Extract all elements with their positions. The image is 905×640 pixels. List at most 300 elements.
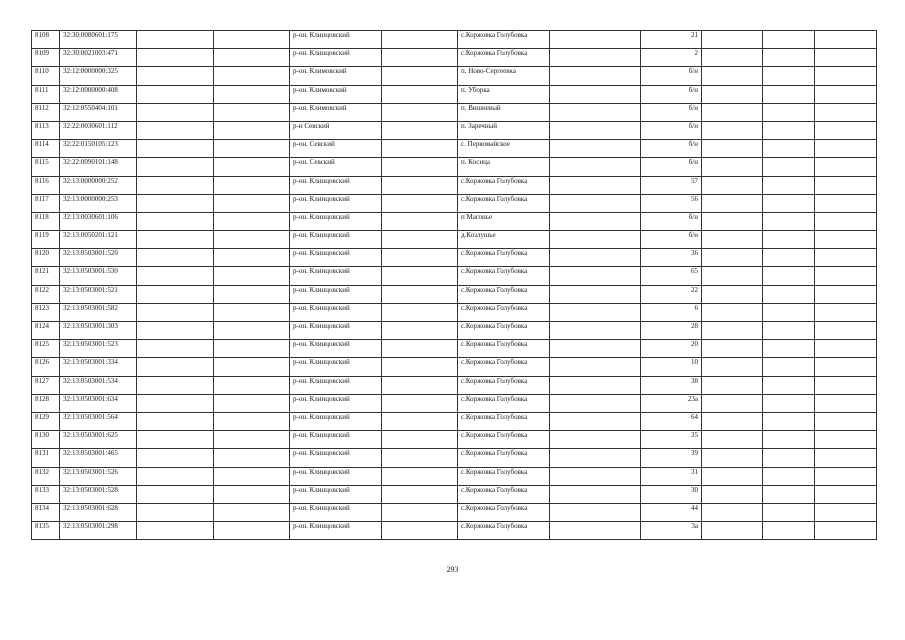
empty-cell-cell bbox=[550, 485, 641, 503]
empty-cell-cell bbox=[702, 449, 763, 467]
empty-cell-cell bbox=[702, 212, 763, 230]
table-row bbox=[32, 522, 877, 540]
cadastral-number-cell: 32:13:0503001:520 bbox=[60, 249, 137, 267]
row-number-cell: 8114 bbox=[32, 140, 60, 158]
empty-cell-cell bbox=[815, 140, 877, 158]
house-number-cell: 21 bbox=[641, 31, 702, 49]
locality-cell: с.Коржовка Голубовка bbox=[458, 285, 550, 303]
table-row bbox=[32, 303, 877, 321]
cadastral-number-cell: 32:12:0000000:325 bbox=[60, 67, 137, 85]
table-row bbox=[32, 358, 877, 376]
empty-cell-cell bbox=[763, 449, 815, 467]
empty-cell-cell bbox=[763, 322, 815, 340]
table-row bbox=[32, 412, 877, 430]
empty-cell-cell bbox=[382, 303, 458, 321]
district-cell: р-он. Клинцовский bbox=[290, 322, 382, 340]
house-number-cell: б/н bbox=[641, 158, 702, 176]
empty-cell-cell bbox=[137, 485, 214, 503]
empty-cell-cell bbox=[137, 285, 214, 303]
locality-cell: с.Коржовка Голубовка bbox=[458, 522, 550, 540]
empty-cell-cell bbox=[550, 85, 641, 103]
locality-cell: с.Коржовка Голубовка bbox=[458, 376, 550, 394]
empty-cell-cell bbox=[702, 140, 763, 158]
empty-cell-cell bbox=[550, 467, 641, 485]
empty-cell-cell bbox=[382, 212, 458, 230]
locality-cell: п. Вишневый bbox=[458, 103, 550, 121]
table-row bbox=[32, 376, 877, 394]
empty-cell-cell bbox=[137, 49, 214, 67]
house-number-cell: 39 bbox=[641, 449, 702, 467]
table-row bbox=[32, 231, 877, 249]
row-number-cell: 8115 bbox=[32, 158, 60, 176]
table-row bbox=[32, 67, 877, 85]
empty-cell-cell bbox=[550, 249, 641, 267]
table-row bbox=[32, 322, 877, 340]
empty-cell-cell bbox=[763, 158, 815, 176]
house-number-cell: 36 bbox=[641, 249, 702, 267]
empty-cell-cell bbox=[382, 85, 458, 103]
locality-cell: с.Коржовка Голубовка bbox=[458, 303, 550, 321]
page-number: 293 bbox=[446, 565, 459, 574]
empty-cell-cell bbox=[702, 431, 763, 449]
district-cell: р-н Севский bbox=[290, 121, 382, 139]
house-number-cell: 64 bbox=[641, 412, 702, 430]
empty-cell-cell bbox=[702, 249, 763, 267]
empty-cell-cell bbox=[702, 394, 763, 412]
locality-cell: с.Коржовка Голубовка bbox=[458, 267, 550, 285]
empty-cell-cell bbox=[815, 31, 877, 49]
district-cell: р-он. Клинцовский bbox=[290, 176, 382, 194]
district-cell: р-он. Климовский bbox=[290, 85, 382, 103]
empty-cell-cell bbox=[550, 376, 641, 394]
empty-cell-cell bbox=[550, 212, 641, 230]
empty-cell-cell bbox=[550, 121, 641, 139]
house-number-cell: 22 bbox=[641, 285, 702, 303]
table-row bbox=[32, 467, 877, 485]
empty-cell-cell bbox=[815, 412, 877, 430]
locality-cell: с.Коржовка Голубовка bbox=[458, 194, 550, 212]
row-number-cell: 8135 bbox=[32, 522, 60, 540]
district-cell: р-он. Клинцовский bbox=[290, 412, 382, 430]
table-row bbox=[32, 121, 877, 139]
empty-cell-cell bbox=[137, 394, 214, 412]
empty-cell-cell bbox=[137, 231, 214, 249]
empty-cell-cell bbox=[702, 67, 763, 85]
empty-cell-cell bbox=[815, 49, 877, 67]
register-table-body bbox=[32, 31, 877, 540]
empty-cell-cell bbox=[137, 212, 214, 230]
house-number-cell: 28 bbox=[641, 322, 702, 340]
district-cell: р-он. Клинцовский bbox=[290, 303, 382, 321]
empty-cell-cell bbox=[702, 194, 763, 212]
empty-cell-cell bbox=[550, 503, 641, 521]
empty-cell-cell bbox=[214, 249, 290, 267]
empty-cell-cell bbox=[137, 503, 214, 521]
empty-cell-cell bbox=[214, 103, 290, 121]
empty-cell-cell bbox=[763, 212, 815, 230]
district-cell: р-он. Клинцовский bbox=[290, 503, 382, 521]
locality-cell: п Магонье bbox=[458, 212, 550, 230]
empty-cell-cell bbox=[763, 522, 815, 540]
empty-cell-cell bbox=[702, 285, 763, 303]
empty-cell-cell bbox=[815, 340, 877, 358]
house-number-cell: 2 bbox=[641, 49, 702, 67]
row-number-cell: 8120 bbox=[32, 249, 60, 267]
locality-cell: с.Коржовка Голубовка bbox=[458, 31, 550, 49]
house-number-cell: 35 bbox=[641, 431, 702, 449]
cadastral-number-cell: 32:12:0000000:408 bbox=[60, 85, 137, 103]
empty-cell-cell bbox=[382, 67, 458, 85]
empty-cell-cell bbox=[214, 31, 290, 49]
empty-cell-cell bbox=[382, 31, 458, 49]
empty-cell-cell bbox=[702, 412, 763, 430]
empty-cell-cell bbox=[815, 394, 877, 412]
table-row bbox=[32, 503, 877, 521]
empty-cell-cell bbox=[763, 485, 815, 503]
empty-cell-cell bbox=[137, 322, 214, 340]
row-number-cell: 8108 bbox=[32, 31, 60, 49]
empty-cell-cell bbox=[382, 103, 458, 121]
table-row bbox=[32, 285, 877, 303]
empty-cell-cell bbox=[137, 158, 214, 176]
house-number-cell: б/н bbox=[641, 85, 702, 103]
empty-cell-cell bbox=[815, 267, 877, 285]
cadastral-number-cell: 32:13:0503001:521 bbox=[60, 285, 137, 303]
empty-cell-cell bbox=[702, 467, 763, 485]
empty-cell-cell bbox=[702, 85, 763, 103]
empty-cell-cell bbox=[763, 231, 815, 249]
cadastral-number-cell: 32:13:0503001:298 bbox=[60, 522, 137, 540]
empty-cell-cell bbox=[550, 358, 641, 376]
empty-cell-cell bbox=[214, 322, 290, 340]
empty-cell-cell bbox=[382, 249, 458, 267]
row-number-cell: 8127 bbox=[32, 376, 60, 394]
cadastral-number-cell: 32:13:0000000:252 bbox=[60, 176, 137, 194]
house-number-cell: 3а bbox=[641, 522, 702, 540]
house-number-cell: б/н bbox=[641, 121, 702, 139]
empty-cell-cell bbox=[815, 467, 877, 485]
district-cell: р-он. Климовский bbox=[290, 67, 382, 85]
row-number-cell: 8109 bbox=[32, 49, 60, 67]
empty-cell-cell bbox=[214, 158, 290, 176]
empty-cell-cell bbox=[763, 194, 815, 212]
empty-cell-cell bbox=[815, 322, 877, 340]
empty-cell-cell bbox=[763, 412, 815, 430]
house-number-cell: б/н bbox=[641, 231, 702, 249]
house-number-cell: б/н bbox=[641, 103, 702, 121]
table-row bbox=[32, 158, 877, 176]
locality-cell: п. Косица bbox=[458, 158, 550, 176]
empty-cell-cell bbox=[550, 231, 641, 249]
empty-cell-cell bbox=[214, 522, 290, 540]
empty-cell-cell bbox=[214, 431, 290, 449]
empty-cell-cell bbox=[382, 340, 458, 358]
empty-cell-cell bbox=[815, 67, 877, 85]
locality-cell: с.Коржовка Голубовка bbox=[458, 358, 550, 376]
empty-cell-cell bbox=[137, 140, 214, 158]
empty-cell-cell bbox=[382, 140, 458, 158]
table-row bbox=[32, 340, 877, 358]
empty-cell-cell bbox=[550, 449, 641, 467]
row-number-cell: 8110 bbox=[32, 67, 60, 85]
empty-cell-cell bbox=[702, 267, 763, 285]
cadastral-number-cell: 32:13:0503001:465 bbox=[60, 449, 137, 467]
district-cell: р-он. Климовский bbox=[290, 103, 382, 121]
empty-cell-cell bbox=[214, 340, 290, 358]
empty-cell-cell bbox=[815, 449, 877, 467]
empty-cell-cell bbox=[702, 376, 763, 394]
cadastral-number-cell: 32:13:0503001:534 bbox=[60, 376, 137, 394]
locality-cell: с.Коржовка Голубовка bbox=[458, 412, 550, 430]
empty-cell-cell bbox=[702, 176, 763, 194]
district-cell: р-он. Клинцовский bbox=[290, 285, 382, 303]
locality-cell: с.Коржовка Голубовка bbox=[458, 467, 550, 485]
empty-cell-cell bbox=[815, 85, 877, 103]
empty-cell-cell bbox=[815, 376, 877, 394]
district-cell: р-он. Севский bbox=[290, 158, 382, 176]
locality-cell: с.Коржовка Голубовка bbox=[458, 49, 550, 67]
empty-cell-cell bbox=[137, 31, 214, 49]
empty-cell-cell bbox=[137, 431, 214, 449]
empty-cell-cell bbox=[702, 303, 763, 321]
district-cell: р-он. Клинцовский bbox=[290, 485, 382, 503]
locality-cell: с.Коржовка Голубовка bbox=[458, 394, 550, 412]
empty-cell-cell bbox=[214, 49, 290, 67]
empty-cell-cell bbox=[763, 31, 815, 49]
empty-cell-cell bbox=[763, 49, 815, 67]
register-table bbox=[31, 30, 877, 540]
table-row bbox=[32, 176, 877, 194]
house-number-cell: 31 bbox=[641, 467, 702, 485]
table-row bbox=[32, 431, 877, 449]
row-number-cell: 8126 bbox=[32, 358, 60, 376]
empty-cell-cell bbox=[763, 176, 815, 194]
cadastral-number-cell: 32:22:0090101:148 bbox=[60, 158, 137, 176]
locality-cell: д.Козлушье bbox=[458, 231, 550, 249]
empty-cell-cell bbox=[214, 412, 290, 430]
locality-cell: с.Коржовка Голубовка bbox=[458, 431, 550, 449]
empty-cell-cell bbox=[550, 103, 641, 121]
empty-cell-cell bbox=[382, 267, 458, 285]
table-row bbox=[32, 249, 877, 267]
empty-cell-cell bbox=[763, 103, 815, 121]
empty-cell-cell bbox=[815, 485, 877, 503]
empty-cell-cell bbox=[382, 358, 458, 376]
cadastral-number-cell: 32:13:0503001:530 bbox=[60, 267, 137, 285]
empty-cell-cell bbox=[815, 103, 877, 121]
cadastral-number-cell: 32:22:0150105:123 bbox=[60, 140, 137, 158]
house-number-cell: 23а bbox=[641, 394, 702, 412]
empty-cell-cell bbox=[214, 358, 290, 376]
row-number-cell: 8131 bbox=[32, 449, 60, 467]
table-row bbox=[32, 103, 877, 121]
empty-cell-cell bbox=[763, 340, 815, 358]
empty-cell-cell bbox=[214, 467, 290, 485]
empty-cell-cell bbox=[815, 249, 877, 267]
cadastral-number-cell: 32:12:0550404:101 bbox=[60, 103, 137, 121]
district-cell: р-он. Клинцовский bbox=[290, 31, 382, 49]
empty-cell-cell bbox=[702, 121, 763, 139]
empty-cell-cell bbox=[137, 522, 214, 540]
table-row bbox=[32, 267, 877, 285]
empty-cell-cell bbox=[702, 158, 763, 176]
table-row bbox=[32, 31, 877, 49]
empty-cell-cell bbox=[702, 31, 763, 49]
empty-cell-cell bbox=[550, 49, 641, 67]
locality-cell: с. Первомайское bbox=[458, 140, 550, 158]
empty-cell-cell bbox=[137, 249, 214, 267]
empty-cell-cell bbox=[763, 285, 815, 303]
locality-cell: с.Коржовка Голубовка bbox=[458, 485, 550, 503]
empty-cell-cell bbox=[550, 176, 641, 194]
empty-cell-cell bbox=[137, 267, 214, 285]
empty-cell-cell bbox=[214, 121, 290, 139]
house-number-cell: 6 bbox=[641, 303, 702, 321]
house-number-cell: б/н bbox=[641, 212, 702, 230]
row-number-cell: 8111 bbox=[32, 85, 60, 103]
empty-cell-cell bbox=[137, 376, 214, 394]
cadastral-number-cell: 32:13:0503001:625 bbox=[60, 431, 137, 449]
empty-cell-cell bbox=[550, 285, 641, 303]
cadastral-number-cell: 32:13:0503001:564 bbox=[60, 412, 137, 430]
district-cell: р-он. Клинцовский bbox=[290, 231, 382, 249]
locality-cell: с.Коржовка Голубовка bbox=[458, 176, 550, 194]
cadastral-number-cell: 32:30:0080601:175 bbox=[60, 31, 137, 49]
house-number-cell: б/н bbox=[641, 67, 702, 85]
empty-cell-cell bbox=[137, 103, 214, 121]
empty-cell-cell bbox=[763, 503, 815, 521]
locality-cell: с.Коржовка Голубовка bbox=[458, 322, 550, 340]
empty-cell-cell bbox=[382, 431, 458, 449]
empty-cell-cell bbox=[815, 358, 877, 376]
empty-cell-cell bbox=[382, 503, 458, 521]
empty-cell-cell bbox=[214, 485, 290, 503]
district-cell: р-он. Клинцовский bbox=[290, 431, 382, 449]
table-row bbox=[32, 485, 877, 503]
row-number-cell: 8129 bbox=[32, 412, 60, 430]
house-number-cell: 56 bbox=[641, 194, 702, 212]
district-cell: р-он. Клинцовский bbox=[290, 340, 382, 358]
empty-cell-cell bbox=[763, 303, 815, 321]
empty-cell-cell bbox=[214, 67, 290, 85]
empty-cell-cell bbox=[815, 231, 877, 249]
empty-cell-cell bbox=[815, 212, 877, 230]
empty-cell-cell bbox=[137, 176, 214, 194]
empty-cell-cell bbox=[382, 285, 458, 303]
district-cell: р-он. Клинцовский bbox=[290, 449, 382, 467]
empty-cell-cell bbox=[137, 303, 214, 321]
empty-cell-cell bbox=[382, 485, 458, 503]
cadastral-number-cell: 32:13:0503001:334 bbox=[60, 358, 137, 376]
cadastral-number-cell: 32:13:0030601:106 bbox=[60, 212, 137, 230]
empty-cell-cell bbox=[815, 522, 877, 540]
district-cell: р-он. Клинцовский bbox=[290, 49, 382, 67]
empty-cell-cell bbox=[382, 158, 458, 176]
row-number-cell: 8116 bbox=[32, 176, 60, 194]
table-row bbox=[32, 194, 877, 212]
empty-cell-cell bbox=[214, 449, 290, 467]
row-number-cell: 8121 bbox=[32, 267, 60, 285]
empty-cell-cell bbox=[702, 322, 763, 340]
district-cell: р-он. Клинцовский bbox=[290, 358, 382, 376]
row-number-cell: 8134 bbox=[32, 503, 60, 521]
house-number-cell: 65 bbox=[641, 267, 702, 285]
empty-cell-cell bbox=[550, 31, 641, 49]
house-number-cell: 38 bbox=[641, 376, 702, 394]
empty-cell-cell bbox=[815, 303, 877, 321]
empty-cell-cell bbox=[550, 340, 641, 358]
empty-cell-cell bbox=[382, 394, 458, 412]
locality-cell: п. Ново-Сергеевка bbox=[458, 67, 550, 85]
empty-cell-cell bbox=[815, 431, 877, 449]
empty-cell-cell bbox=[137, 358, 214, 376]
cadastral-number-cell: 32:13:0503001:634 bbox=[60, 394, 137, 412]
district-cell: р-он. Клинцовский bbox=[290, 267, 382, 285]
empty-cell-cell bbox=[550, 303, 641, 321]
empty-cell-cell bbox=[763, 140, 815, 158]
cadastral-number-cell: 32:13:0503001:628 bbox=[60, 503, 137, 521]
house-number-cell: 57 bbox=[641, 176, 702, 194]
empty-cell-cell bbox=[763, 267, 815, 285]
empty-cell-cell bbox=[763, 431, 815, 449]
empty-cell-cell bbox=[382, 467, 458, 485]
empty-cell-cell bbox=[382, 176, 458, 194]
empty-cell-cell bbox=[763, 358, 815, 376]
row-number-cell: 8122 bbox=[32, 285, 60, 303]
row-number-cell: 8124 bbox=[32, 322, 60, 340]
empty-cell-cell bbox=[137, 412, 214, 430]
cadastral-number-cell: 32:13:0503001:526 bbox=[60, 467, 137, 485]
empty-cell-cell bbox=[815, 285, 877, 303]
empty-cell-cell bbox=[702, 49, 763, 67]
empty-cell-cell bbox=[214, 267, 290, 285]
row-number-cell: 8113 bbox=[32, 121, 60, 139]
empty-cell-cell bbox=[550, 267, 641, 285]
empty-cell-cell bbox=[815, 503, 877, 521]
empty-cell-cell bbox=[382, 322, 458, 340]
district-cell: р-он. Клинцовский bbox=[290, 467, 382, 485]
row-number-cell: 8128 bbox=[32, 394, 60, 412]
empty-cell-cell bbox=[815, 121, 877, 139]
locality-cell: п. Уборка bbox=[458, 85, 550, 103]
empty-cell-cell bbox=[214, 394, 290, 412]
empty-cell-cell bbox=[214, 212, 290, 230]
empty-cell-cell bbox=[137, 449, 214, 467]
empty-cell-cell bbox=[550, 67, 641, 85]
district-cell: р-он. Клинцовский bbox=[290, 394, 382, 412]
district-cell: р-он. Клинцовский bbox=[290, 522, 382, 540]
locality-cell: п. Заречный bbox=[458, 121, 550, 139]
empty-cell-cell bbox=[550, 412, 641, 430]
empty-cell-cell bbox=[702, 103, 763, 121]
empty-cell-cell bbox=[214, 376, 290, 394]
empty-cell-cell bbox=[382, 376, 458, 394]
district-cell: р-он. Клинцовский bbox=[290, 249, 382, 267]
empty-cell-cell bbox=[763, 67, 815, 85]
cadastral-number-cell: 32:13:0000000:253 bbox=[60, 194, 137, 212]
row-number-cell: 8123 bbox=[32, 303, 60, 321]
house-number-cell: 10 bbox=[641, 358, 702, 376]
table-row bbox=[32, 212, 877, 230]
empty-cell-cell bbox=[763, 249, 815, 267]
empty-cell-cell bbox=[702, 340, 763, 358]
cadastral-number-cell: 32:22:0030601:112 bbox=[60, 121, 137, 139]
empty-cell-cell bbox=[214, 503, 290, 521]
empty-cell-cell bbox=[137, 340, 214, 358]
empty-cell-cell bbox=[550, 431, 641, 449]
empty-cell-cell bbox=[815, 158, 877, 176]
locality-cell: с.Коржовка Голубовка bbox=[458, 449, 550, 467]
